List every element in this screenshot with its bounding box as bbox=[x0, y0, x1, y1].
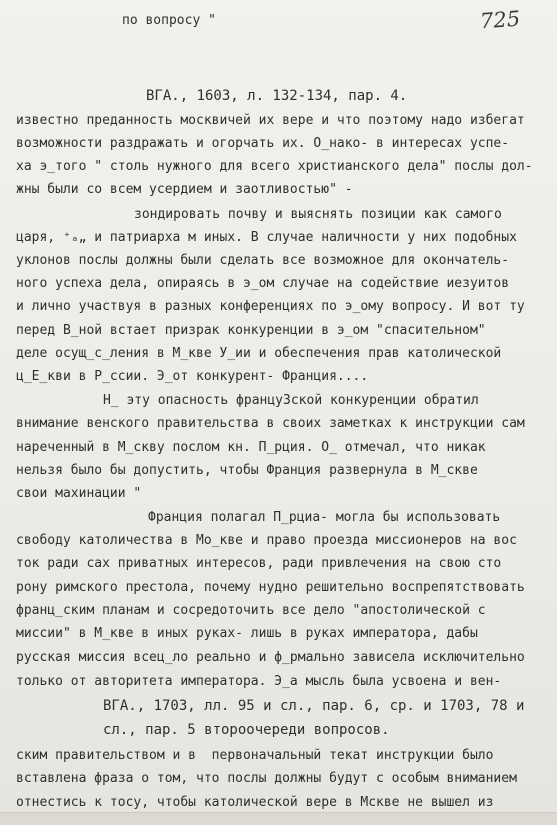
text-line bbox=[16, 276, 509, 292]
text-line-content: рону римского престола, почему нудно решительно воспрепятствовать bbox=[16, 580, 525, 595]
text-line-content: нельзя было бы допустить, чтобы Франция развернула в М̲скве bbox=[16, 463, 478, 478]
text-line bbox=[16, 674, 501, 690]
text-line bbox=[16, 748, 493, 764]
text-line bbox=[16, 159, 533, 175]
text-line-content: ного успеха дела, опираясь в э̲ом случае на содействие иезуитов bbox=[16, 276, 510, 291]
text-line bbox=[16, 369, 368, 385]
text-line bbox=[16, 299, 525, 315]
text-line-content: свои махинации " bbox=[16, 486, 142, 501]
text-line-content: миссии" в М̲кве в иных руках- лишь в руках императора, дабы bbox=[16, 626, 478, 641]
text-line bbox=[16, 182, 353, 198]
text-line bbox=[16, 230, 517, 246]
archive-reference bbox=[146, 88, 407, 104]
text-line-content: ским правительством и в первоначальный текат инструкции было bbox=[16, 748, 494, 763]
text-line bbox=[16, 771, 517, 787]
text-line-content: по вопросу " bbox=[122, 13, 216, 28]
text-line-content: деле осущ̲с̲ления в М̲кве У̲ии и обеспечения прав католической bbox=[16, 346, 502, 361]
text-line bbox=[16, 795, 493, 811]
text-line bbox=[16, 323, 486, 339]
text-line-content: возможности раздражать и огорчать их. О̲нако- в интересах успе- bbox=[16, 136, 510, 151]
text-line-content: ВГА., 1603, л. 132-134, пар. 4. bbox=[146, 88, 408, 104]
text-line bbox=[16, 580, 525, 596]
page-bottom-edge bbox=[0, 812, 557, 825]
text-line-content: уклонов послы должны были сделать все возможное для окончатель- bbox=[16, 253, 510, 268]
text-line-content: перед В̲ной встает призрак конкуренции в э̲ом "спасительном" bbox=[16, 323, 486, 338]
text-line-content: только от авторитета императора. Э̲а мысль была усвоена и вен- bbox=[16, 674, 502, 689]
text-line bbox=[16, 136, 509, 152]
text-line-content: и лично участвуя в разных конференциях по э̲ому вопросу. И вот ту bbox=[16, 299, 525, 314]
text-line-content: ток ради сах приватных интересов, ради привлечения на свою сто bbox=[16, 556, 502, 571]
text-line bbox=[16, 603, 486, 619]
text-line bbox=[16, 486, 141, 502]
text-line bbox=[16, 533, 517, 549]
text-line bbox=[134, 207, 502, 223]
text-line-content: жны были со всем усердием и заотливостью" - bbox=[16, 182, 353, 197]
text-line bbox=[16, 463, 478, 479]
text-line bbox=[16, 650, 525, 666]
text-line bbox=[16, 416, 525, 432]
text-line bbox=[122, 13, 216, 29]
text-line-content: свободу католичества в Мо̲кве и право проезда миссионеров на вос bbox=[16, 533, 517, 548]
text-line-content: вставлена фраза о том, что послы должны будут с особым вниманием bbox=[16, 771, 517, 786]
text-line bbox=[16, 440, 486, 456]
text-line-content: Н̲ эту опасность француЗской конкуренции обратил bbox=[103, 393, 479, 408]
text-line bbox=[16, 626, 478, 642]
text-line-content: ц̲Е̲кви в Р̲ссии. Э̲от конкурент- Франция.... bbox=[16, 369, 369, 384]
archive-reference bbox=[103, 722, 390, 738]
text-line-content: известно преданность москвичей их вере и что поэтому надо избегат bbox=[16, 113, 525, 128]
text-line-content: нареченный в М̲скву послом кн. П̲рция. О̲ отмечал, что никак bbox=[16, 440, 486, 455]
text-line-content: зондировать почву и выяснять позиции как самого bbox=[134, 207, 502, 222]
text-line-content: внимание венского правительства в своих заметках к инструкции сам bbox=[16, 416, 525, 431]
text-line-content: сл., пар. 5 второочереди вопросов. bbox=[103, 722, 390, 738]
text-line-content: русская миссия всец̲ло реально и ф̲рмально зависела исключительно bbox=[16, 650, 525, 665]
text-line-content: франц̲ским планам и сосредоточить все дело "апостолической с bbox=[16, 603, 486, 618]
text-line-content: отнестись к тосу, чтобы католической вере в Мскве не вышел из bbox=[16, 795, 494, 810]
text-line-content: царя, ⁺ₐ„ и патриарха м иных. В случае наличности у них подобных bbox=[16, 230, 517, 245]
text-line bbox=[16, 253, 509, 269]
archive-reference bbox=[103, 698, 524, 714]
text-line-content: ВГА., 1703, лл. 95 и сл., пар. 6, ср. и 1703, 78 и bbox=[103, 698, 525, 714]
text-line-content: Франция полагал П̲рциа- могла бы использовать bbox=[148, 510, 501, 525]
text-line bbox=[16, 346, 501, 362]
text-line bbox=[16, 113, 525, 129]
page-number: 725 bbox=[479, 6, 521, 34]
text-line bbox=[148, 510, 500, 526]
text-line bbox=[103, 393, 479, 409]
text-line-content: ха э̲того " столь нужного для всего христианского дела" послы дол- bbox=[16, 159, 533, 174]
text-line bbox=[16, 556, 501, 572]
